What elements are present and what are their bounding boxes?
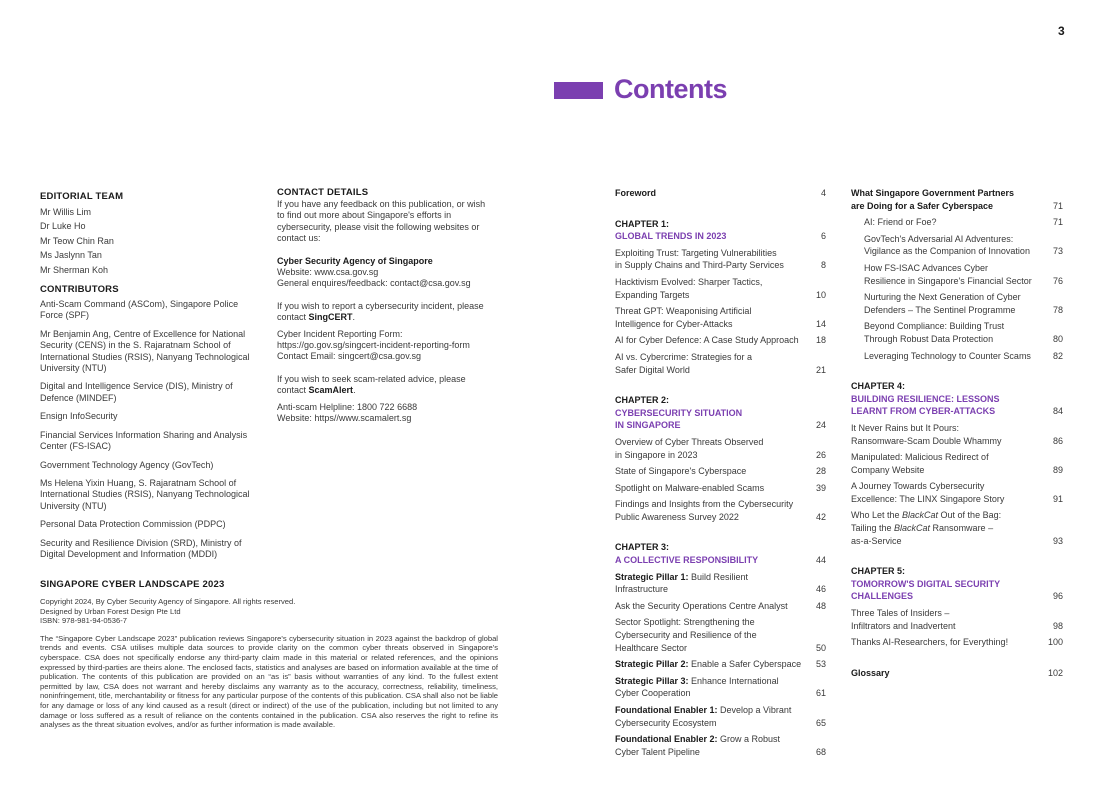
toc-entry[interactable]: It Never Rains but It Pours: Ransomware-Scam Double Whammy 86 — [851, 422, 1063, 446]
toc-foreword[interactable] — [615, 187, 826, 200]
toc-entry[interactable]: Exploiting Trust: Targeting Vulnerabilities in Supply Chains and Third-Party Services 8 — [615, 247, 826, 271]
toc-entry[interactable]: A Journey Towards Cybersecurity Excellence: The LINX Singapore Story 91 — [851, 481, 1063, 504]
toc-glossary[interactable]: Glossary 102 — [851, 667, 1063, 678]
editor-name: Ms Jaslynn Tan — [40, 250, 102, 261]
toc-chapter3[interactable]: A COLLECTIVE RESPONSIBILITY 44 — [615, 555, 826, 566]
csa-email[interactable]: General enquires/feedback: contact@csa.gov.sg — [277, 278, 471, 289]
contributor: Ms Helena Yixin Huang, S. Rajaratnam School of International Studies (RSIS), Nanyang Technological University (NTU) — [40, 477, 250, 511]
title-accent-bar — [554, 82, 603, 99]
contributor: Personal Data Protection Commission (PDPC) — [40, 519, 226, 530]
toc-entry[interactable]: Foundational Enabler 2: Grow a Robust Cyber Talent Pipeline 68 — [615, 734, 826, 757]
toc-entry[interactable]: Findings and Insights from the Cybersecurity Public Awareness Survey 2022 42 — [615, 499, 826, 522]
toc-entry[interactable]: Strategic Pillar 2: Enable a Safer Cyberspace 53 — [615, 659, 826, 670]
chapter1-title: GLOBAL TRENDS IN 2023 — [615, 231, 727, 242]
contact-column: CONTACT DETAILS If you have any feedback on this publication, or wish to find out more about Singapore's efforts in cybersecurity, please visit the following websites or contact us: Cyber Security Agency of Singapore Website: www.csa.gov.sg General enquires/feedback: contact@csa.gov.sg If you wish to report a cybersecurity incident, please contact SingCERT. Cyber Incident Reporting Form: https://go.gov.sg/singcert-incident-reporting-form Contact Email: singcert@csa.gov.sg If you wish to seek scam-related advice, please contact ScamAlert. Anti-scam Helpline: 1800 722 6688 Website: https//www.scamalert.sg — [277, 187, 495, 436]
toc-entry[interactable]: Hacktivism Evolved: Sharper Tactics, Expanding Targets 10 — [615, 276, 826, 300]
toc-left-column — [615, 187, 826, 762]
toc-chapter4[interactable]: BUILDING RESILIENCE: LESSONS LEARNT FROM CYBER-ATTACKS 84 — [851, 393, 1063, 417]
toc-entry[interactable]: Sector Spotlight: Strengthening the Cybersecurity and Resilience of the Healthcare Sector 50 — [615, 617, 826, 653]
csa-name: Cyber Security Agency of Singapore — [277, 255, 433, 266]
toc-entry[interactable]: Strategic Pillar 1: Build Resilient Infrastructure 46 — [615, 571, 826, 595]
csa-website[interactable]: Website: www.csa.gov.sg — [277, 267, 379, 278]
editor-name: Dr Luke Ho — [40, 221, 86, 232]
editor-name: Mr Willis Lim — [40, 207, 91, 217]
toc-entry[interactable]: Overview of Cyber Threats Observed in Singapore in 2023 26 — [615, 436, 826, 460]
chapter4-label: CHAPTER 4: — [851, 381, 906, 392]
toc-entry[interactable]: How FS-ISAC Advances Cyber Resilience in Singapore's Financial Sector 76 — [864, 262, 1063, 286]
publication-block — [40, 579, 498, 730]
toc-partners[interactable]: What Singapore Government Partners are Doing for a Safer Cyberspace 71 — [851, 188, 1063, 211]
editorial-team-heading: EDITORIAL TEAM — [40, 191, 124, 202]
contributor: Government Technology Agency (GovTech) — [40, 459, 214, 470]
editorial-team-list — [40, 205, 260, 277]
singcert-form[interactable]: Cyber Incident Reporting Form: https://go.gov.sg/singcert-incident-reporting-form — [277, 328, 470, 351]
toc-entry[interactable]: Nurturing the Next Generation of Cyber Defenders – The Sentinel Programme 78 — [864, 292, 1063, 315]
toc-entry[interactable]: Strategic Pillar 3: Enhance International Cyber Cooperation 61 — [615, 675, 826, 699]
toc-entry[interactable]: State of Singapore's Cyberspace 28 — [615, 466, 826, 477]
toc-entry[interactable]: Foundational Enabler 1: Develop a Vibrant Cybersecurity Ecosystem 65 — [615, 705, 826, 728]
contact-heading: CONTACT DETAILS — [277, 187, 369, 198]
toc-entry[interactable]: Ask the Security Operations Centre Analyst 48 — [615, 600, 826, 611]
contributor: Anti-Scam Command (ASCom), Singapore Police Force (SPF) — [40, 299, 239, 321]
toc-entry[interactable]: Beyond Compliance: Building Trust Through Robust Data Protection 80 — [864, 321, 1063, 344]
toc-entry[interactable]: Manipulated: Malicious Redirect of Company Website 89 — [851, 452, 1063, 475]
disclaimer: The “Singapore Cyber Landscape 2023” publication reviews Singapore's cybersecurity situation in 2023 against the backdrop of global trends and events. CSA utilises multiple data sources to provide clarity on the common cyber threats observed in Singapore's cyberspace. CSA does not specifically endorse any third-party claim made in this material or related references, and the opinions expressed by third-parties are theirs alone. The enclosed facts, statistics and analyses are based on information available at the time of publication. The contents of this publication are provided on an “as is” basis without warranties of any kind. To the fullest extent permitted by law, CSA does not warrant and hereby disclaims any warranty as to the accuracy, correctness, reliability, timeliness, noninfringement, title, merchantability or fitness for any particular purpose of the contents of this publication. CSA shall also not be liable for any damage or loss of any kind caused as a result (direct or indirect) of the use of the publication, including but not limited to any damage or loss suffered as a result of reliance on the contents contained in the publication. CSA also reserves the right to refine its analyses as the threat situation evolves, and/or as further information is made available. — [40, 633, 498, 730]
toc-entry[interactable]: Leveraging Technology to Counter Scams 82 — [864, 350, 1063, 361]
toc-entry[interactable]: GovTech's Adversarial AI Adventures: Vigilance as the Companion of Innovation 73 — [864, 233, 1063, 257]
toc-entry[interactable]: Three Tales of Insiders – Infiltrators and Inadvertent 98 — [851, 608, 1063, 631]
isbn: ISBN: 978-981-94-0536-7 — [40, 616, 127, 626]
toc-entry[interactable]: AI: Friend or Foe? 71 — [864, 217, 1063, 228]
contributor: Security and Resilience Division (SRD), Ministry of Digital Development and Information (MDDI) — [40, 537, 242, 559]
toc-entry[interactable]: Thanks AI-Researchers, for Everything! 100 — [851, 637, 1063, 648]
toc-entry[interactable]: AI for Cyber Defence: A Case Study Approach 18 — [615, 335, 826, 346]
toc-title: Foreword — [615, 188, 657, 198]
contributors-heading: CONTRIBUTORS — [40, 284, 119, 296]
copyright: Copyright 2024, By Cyber Security Agency of Singapore. All rights reserved. — [40, 597, 296, 606]
editor-name: Mr Teow Chin Ran — [40, 235, 114, 246]
toc-chapter1[interactable] — [615, 230, 826, 243]
publication-heading: SINGAPORE CYBER LANDSCAPE 2023 — [40, 579, 225, 590]
toc-right-column — [851, 187, 1063, 683]
chapter1-label: CHAPTER 1: — [615, 218, 670, 229]
contact-intro: If you have any feedback on this publication, or wish to find out more about Singapore's efforts in cybersecurity, please visit the following websites or contact us: — [277, 199, 486, 244]
contributor: Digital and Intelligence Service (DIS), Ministry of Defence (MINDEF) — [40, 381, 233, 403]
report-intro: If you wish to report a cybersecurity incident, please contact — [277, 300, 484, 323]
toc-page: 4 — [820, 188, 826, 198]
chapter3-label: CHAPTER 3: — [615, 542, 670, 553]
page-number: 3 — [1058, 24, 1065, 38]
scam-intro: If you wish to seek scam-related advice, please contact — [277, 373, 466, 396]
chapter5-label: CHAPTER 5: — [851, 566, 906, 577]
scamalert-label: ScamAlert — [308, 385, 354, 396]
chapter2-label: CHAPTER 2: — [615, 395, 670, 406]
scam-helpline: Anti-scam Helpline: 1800 722 6688 — [277, 401, 418, 412]
contributor: Mr Benjamin Ang, Centre of Excellence for National Security (CENS) in the S. Rajaratnam School of International Studies (RSIS), Nanyang Technological University (NTU) — [40, 328, 250, 374]
contributor: Financial Services Information Sharing and Analysis Center (FS-ISAC) — [40, 429, 248, 452]
scam-website[interactable]: Website: https//www.scamalert.sg — [277, 413, 412, 424]
page-title: Contents — [614, 74, 727, 104]
singcert-label: SingCERT — [308, 312, 353, 323]
toc-chapter5[interactable]: TOMORROW'S DIGITAL SECURITY CHALLENGES 96 — [851, 578, 1063, 602]
toc-entry[interactable]: Threat GPT: Weaponising Artificial Intelligence for Cyber-Attacks 14 — [615, 306, 826, 329]
contributors-list — [40, 299, 260, 560]
editor-name: Mr Sherman Koh — [40, 264, 109, 275]
singcert-email[interactable]: Contact Email: singcert@csa.gov.sg — [277, 351, 422, 362]
designer: Designed by Urban Forest Design Pte Ltd — [40, 606, 181, 616]
toc-entry[interactable]: Who Let the BlackCat Out of the Bag: Tailing the BlackCat Ransomware – as-a-Service 93 — [851, 510, 1063, 546]
editorial-column — [40, 191, 260, 567]
toc-entry[interactable]: Spotlight on Malware-enabled Scams 39 — [615, 482, 826, 493]
toc-entry[interactable]: AI vs. Cybercrime: Strategies for a Safer Digital World 21 — [615, 351, 826, 375]
toc-chapter2[interactable]: CYBERSECURITY SITUATION IN SINGAPORE 24 — [615, 407, 826, 431]
toc-page: 6 — [820, 231, 826, 242]
contributor: Ensign InfoSecurity — [40, 411, 118, 422]
